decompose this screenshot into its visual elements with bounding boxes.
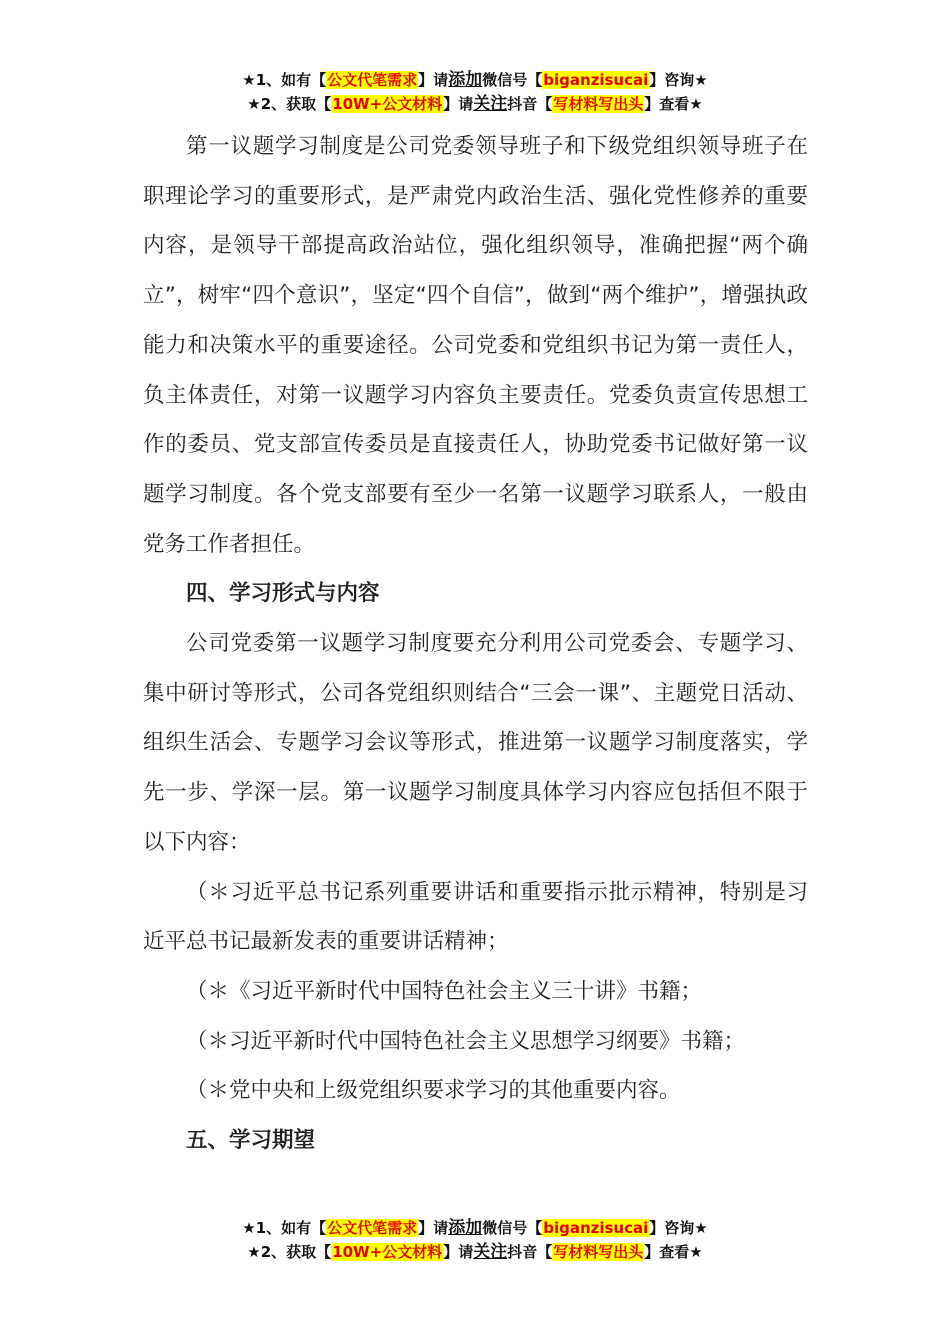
ad-line-1-highlight-wechat: biganzisucai — [543, 71, 649, 89]
section-heading-4: 四、学习形式与内容 — [186, 581, 380, 607]
ad-line-2-mid-2: 抖音【 — [507, 95, 553, 113]
ad-line-2-highlight-douyin: 写材料写出头 — [553, 95, 644, 113]
section-heading-5: 五、学习期望 — [186, 1128, 316, 1154]
footer-ad-line-2-highlight-douyin: 写材料写出头 — [553, 1243, 644, 1261]
footer-ad-line-1-prefix: ★1、如有【 — [242, 1219, 327, 1237]
footer-ad-line-2 — [0, 1240, 950, 1264]
ad-line-1-highlight-service: 公文代笔需求 — [327, 71, 418, 89]
header-ad-banner — [0, 68, 950, 116]
ad-line-2-prefix: ★2、获取【 — [247, 95, 332, 113]
footer-ad-line-2-suffix: 】查看★ — [644, 1243, 703, 1261]
footer-ad-line-1-mid-2: 微信号【 — [482, 1219, 543, 1237]
ad-line-1 — [0, 68, 950, 92]
list-item-speeches: （＊习近平总书记系列重要讲话和重要指示批示精神，特别是习近平总书记最新发表的重要讲话精神； — [143, 879, 808, 955]
ad-line-1-emphasis: 添加 — [448, 70, 483, 90]
ad-line-2-mid: 】请 — [443, 95, 474, 113]
footer-ad-line-1-suffix: 】咨询★ — [649, 1219, 708, 1237]
footer-ad-line-1-highlight-wechat: biganzisucai — [543, 1219, 649, 1237]
ad-line-1-mid: 】请 — [418, 71, 449, 89]
paragraph-responsibility: 第一议题学习制度是公司党委领导班子和下级党组织领导班子在职理论学习的重要形式，是严肃党内政治生活、强化党性修养的重要内容，是领导干部提高政治站位，强化组织领导，准确把握“两个确立”，树牢“四个意识”，坚定“四个自信”，做到“两个维护”，增强执政能力和决策水平的重要途径。公司党委和党组织书记为第一责任人，负主体责任，对第一议题学习内容负主要责任。党委负责宣传思想工作的委员、党支部宣传委员是直接责任人，协助党委书记做好第一议题学习制度。各个党支部要有至少一名第一议题学习联系人，一般由党务工作者担任。 — [143, 134, 808, 557]
footer-ad-line-1 — [0, 1216, 950, 1240]
ad-line-2-emphasis: 关注 — [473, 94, 508, 114]
ad-line-2 — [0, 92, 950, 116]
footer-ad-line-2-emphasis: 关注 — [473, 1242, 508, 1262]
ad-line-2-suffix: 】查看★ — [644, 95, 703, 113]
footer-ad-line-1-mid: 】请 — [418, 1219, 449, 1237]
ad-line-2-highlight-materials: 10W+公文材料 — [332, 95, 443, 113]
list-item-thirty-lectures: （＊《习近平新时代中国特色社会主义三十讲》书籍； — [186, 978, 703, 1004]
list-item-study-outline: （＊习近平新时代中国特色社会主义思想学习纲要》书籍； — [186, 1028, 746, 1054]
ad-line-1-suffix: 】咨询★ — [649, 71, 708, 89]
footer-ad-line-1-highlight-service: 公文代笔需求 — [327, 1219, 418, 1237]
ad-line-1-mid-2: 微信号【 — [482, 71, 543, 89]
footer-ad-line-1-emphasis: 添加 — [448, 1218, 483, 1238]
paragraph-study-forms: 公司党委第一议题学习制度要充分利用公司党委会、专题学习、集中研讨等形式，公司各党组织则结合“三会一课”、主题党日活动、组织生活会、专题学习会议等形式，推进第一议题学习制度落实，学先一步、学深一层。第一议题学习制度具体学习内容应包括但不限于以下内容： — [143, 631, 808, 855]
footer-ad-line-2-mid: 】请 — [443, 1243, 474, 1261]
footer-ad-line-2-mid-2: 抖音【 — [507, 1243, 553, 1261]
ad-line-1-prefix: ★1、如有【 — [242, 71, 327, 89]
list-item-other-content: （＊党中央和上级党组织要求学习的其他重要内容。 — [186, 1078, 681, 1104]
document-body — [143, 122, 808, 1166]
footer-ad-banner — [0, 1216, 950, 1264]
footer-ad-line-2-prefix: ★2、获取【 — [247, 1243, 332, 1261]
footer-ad-line-2-highlight-materials: 10W+公文材料 — [332, 1243, 443, 1261]
